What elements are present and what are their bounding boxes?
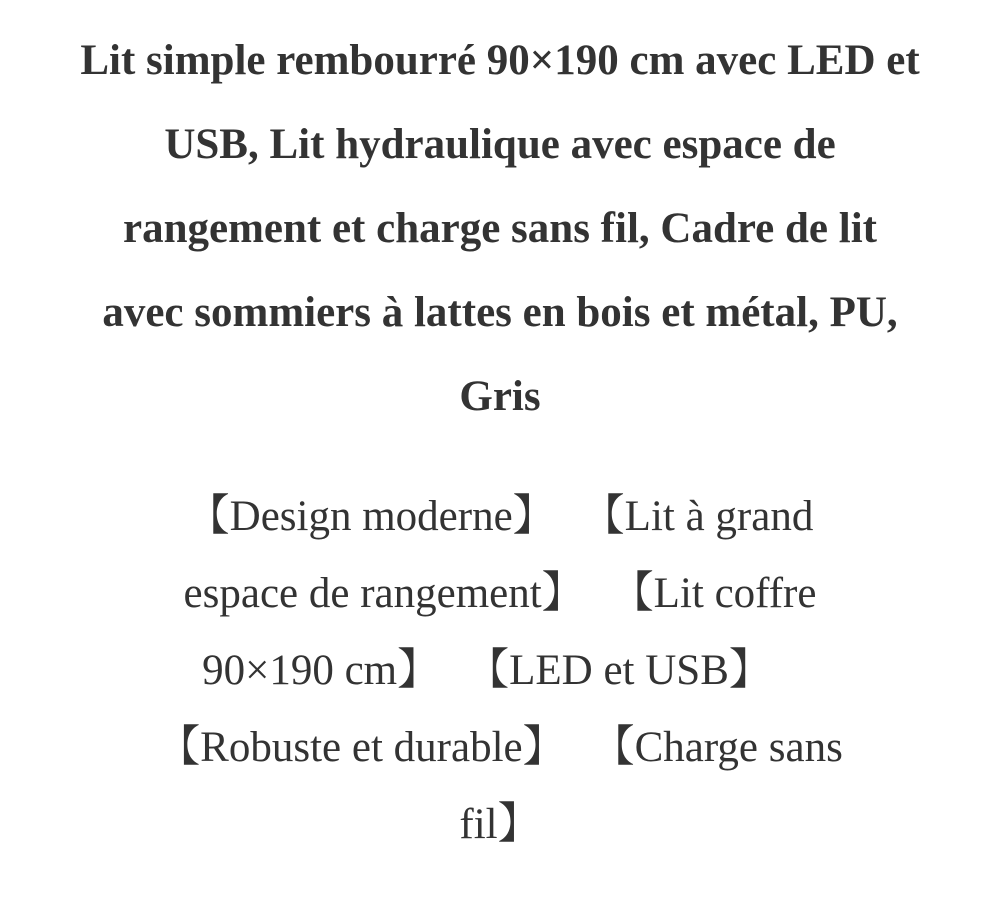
feature-list	[135, 478, 865, 863]
feature-grand-rangement: 【Lit à grand espace de rangement】	[183, 493, 814, 617]
feature-robuste-durable: 【Robuste et durable】	[157, 724, 566, 771]
feature-led-usb: 【LED et USB】	[466, 647, 772, 694]
feature-design-moderne: 【Design moderne】	[186, 493, 556, 540]
feature-lit-coffre: 【Lit coffre 90×190 cm】	[202, 570, 817, 694]
product-title: Lit simple rembourré 90×190 cm avec LED et USB, Lit hydraulique avec espace de rangement et charge sans fil, Cadre de lit avec sommiers à lattes en bois et métal, PU, Gris	[80, 37, 920, 420]
feature-charge-sans-fil: 【Charge sans fil】	[459, 724, 843, 848]
